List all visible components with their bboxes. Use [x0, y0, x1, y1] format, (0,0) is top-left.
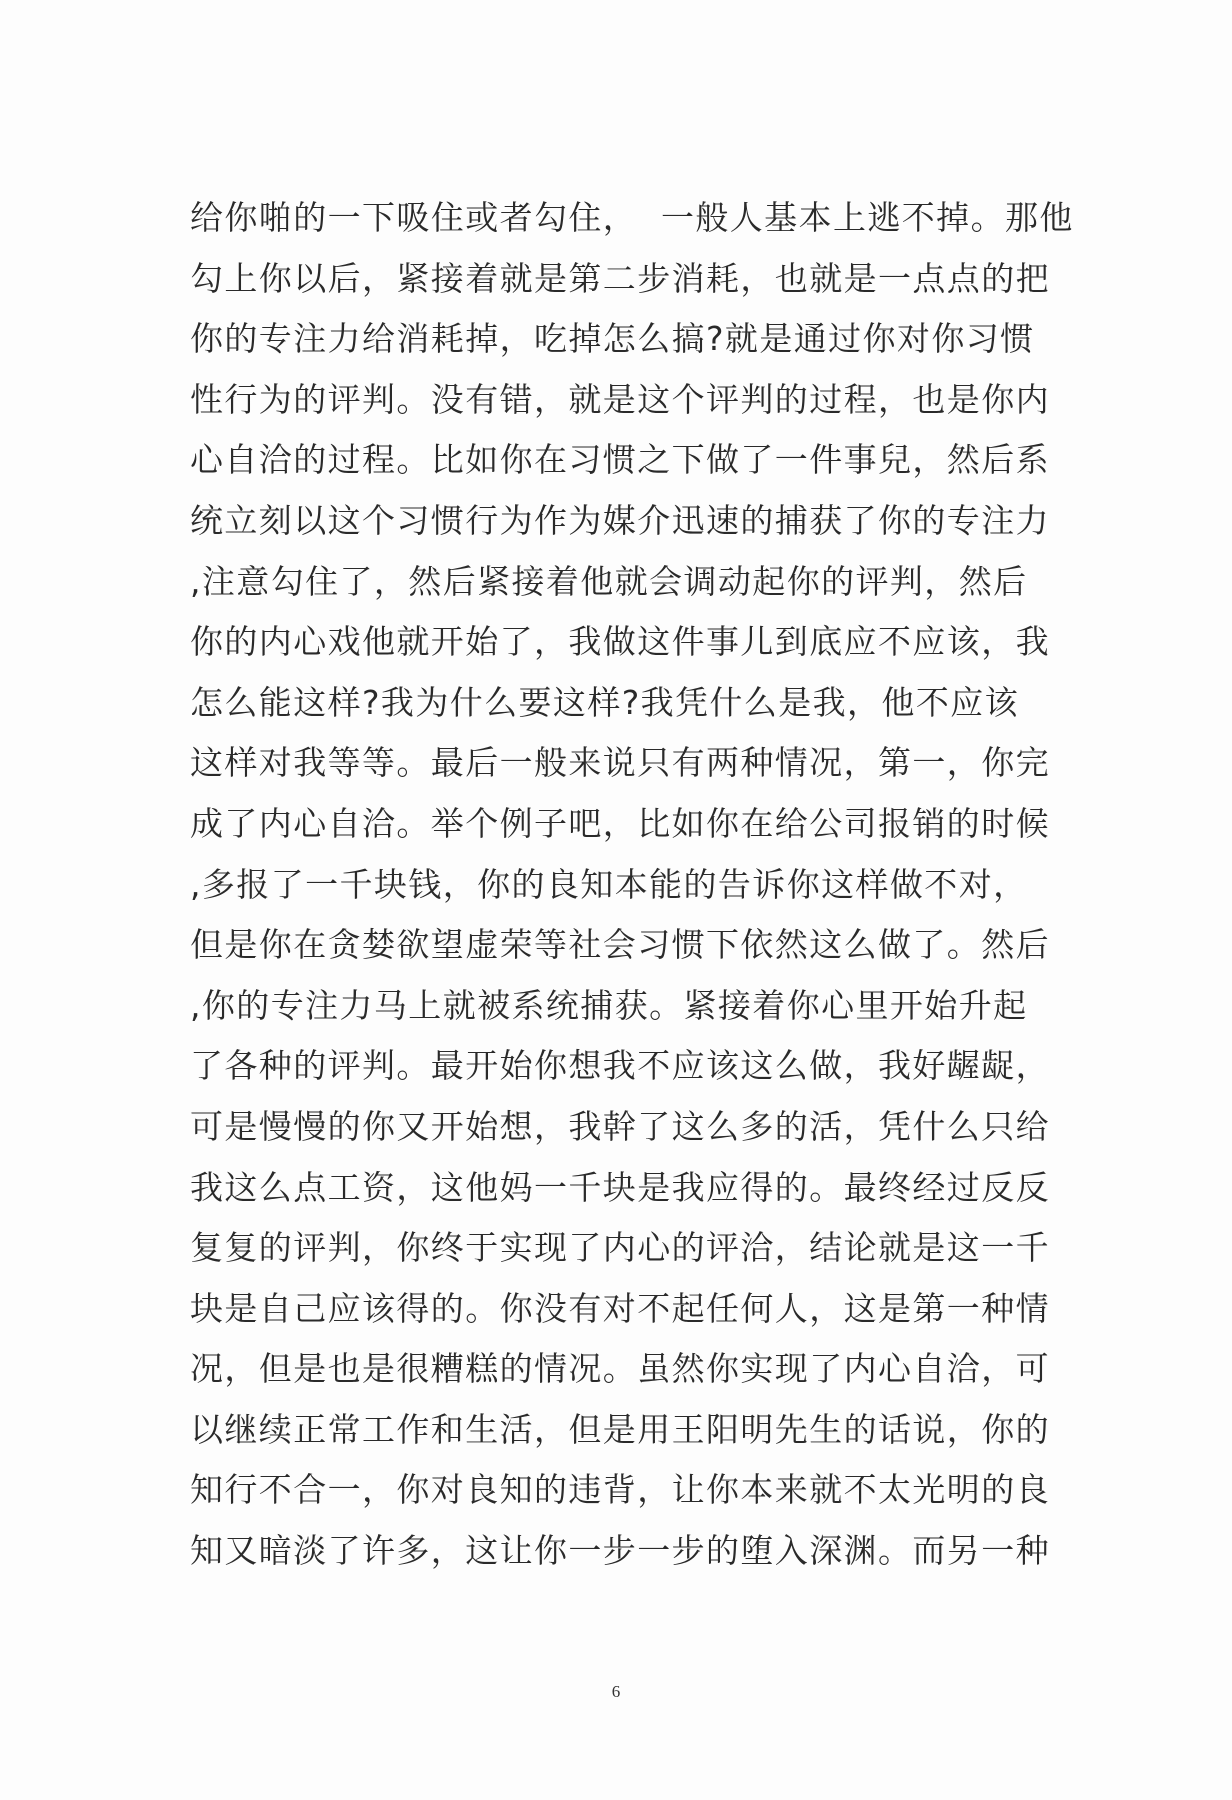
text-line: 心自洽的过程。比如你在习惯之下做了一件事兒，然后系 [190, 440, 1050, 480]
text-line: ,注意勾住了，然后紧接着他就会调动起你的评判，然后 [190, 561, 1028, 601]
text-line: 给你啪的一下吸住或者勾住， 一般人基本上逃不掉。那他 [190, 198, 1074, 237]
text-line: ,多报了一千块钱，你的良知本能的告诉你这样做不对， [190, 864, 1028, 904]
text-line: 知又暗淡了许多，这让你一步一步的堕入深渊。而另一种 [190, 1531, 1050, 1571]
text-line: 了各种的评判。最开始你想我不应该这么做，我好龌龊， [190, 1046, 1050, 1086]
text-line: 以继续正常工作和生活，但是用王阳明先生的话说，你的 [190, 1409, 1050, 1449]
text-line: 统立刻以这个习惯行为作为媒介迅速的捕获了你的专注力 [190, 500, 1050, 540]
text-line: 可是慢慢的你又开始想，我幹了这么多的活，凭什么只给 [190, 1106, 1050, 1146]
text-line: 勾上你以后，紧接着就是第二步消耗，也就是一点点的把 [190, 258, 1050, 298]
text-line: 成了内心自洽。举个例子吧，比如你在给公司报销的时候 [190, 803, 1050, 843]
text-line: 我这么点工资，这他妈一千块是我应得的。最终经过反反 [190, 1167, 1050, 1207]
text-line: 复复的评判，你终于实现了内心的评洽，结论就是这一千 [190, 1228, 1050, 1268]
text-line: 知行不合一，你对良知的违背，让你本来就不太光明的良 [190, 1470, 1050, 1510]
text-line: 你的专注力给消耗掉，吃掉怎么搞?就是通过你对你习惯 [190, 319, 1035, 359]
page-number: 6 [611, 1682, 621, 1701]
text-line: 况，但是也是很糟糕的情况。虽然你实现了内心自洽，可 [190, 1349, 1050, 1389]
body-text [190, 188, 1074, 1582]
text-line: 怎么能这样?我为什么要这样?我凭什么是我，他不应该 [190, 682, 1020, 722]
text-line: 性行为的评判。没有错，就是这个评判的过程，也是你内 [190, 379, 1050, 419]
text-line: ,你的专注力马上就被系统捕获。紧接着你心里开始升起 [190, 985, 1028, 1025]
text-line: 这样对我等等。最后一般来说只有两种情况，第一，你完 [190, 743, 1050, 783]
text-line: 你的内心戏他就开始了，我做这件事儿到底应不应该，我 [190, 622, 1050, 662]
text-line: 块是自己应该得的。你没有对不起任何人，这是第一种情 [190, 1288, 1050, 1328]
text-line: 但是你在贪婪欲望虚荣等社会习惯下依然这么做了。然后 [190, 925, 1050, 965]
